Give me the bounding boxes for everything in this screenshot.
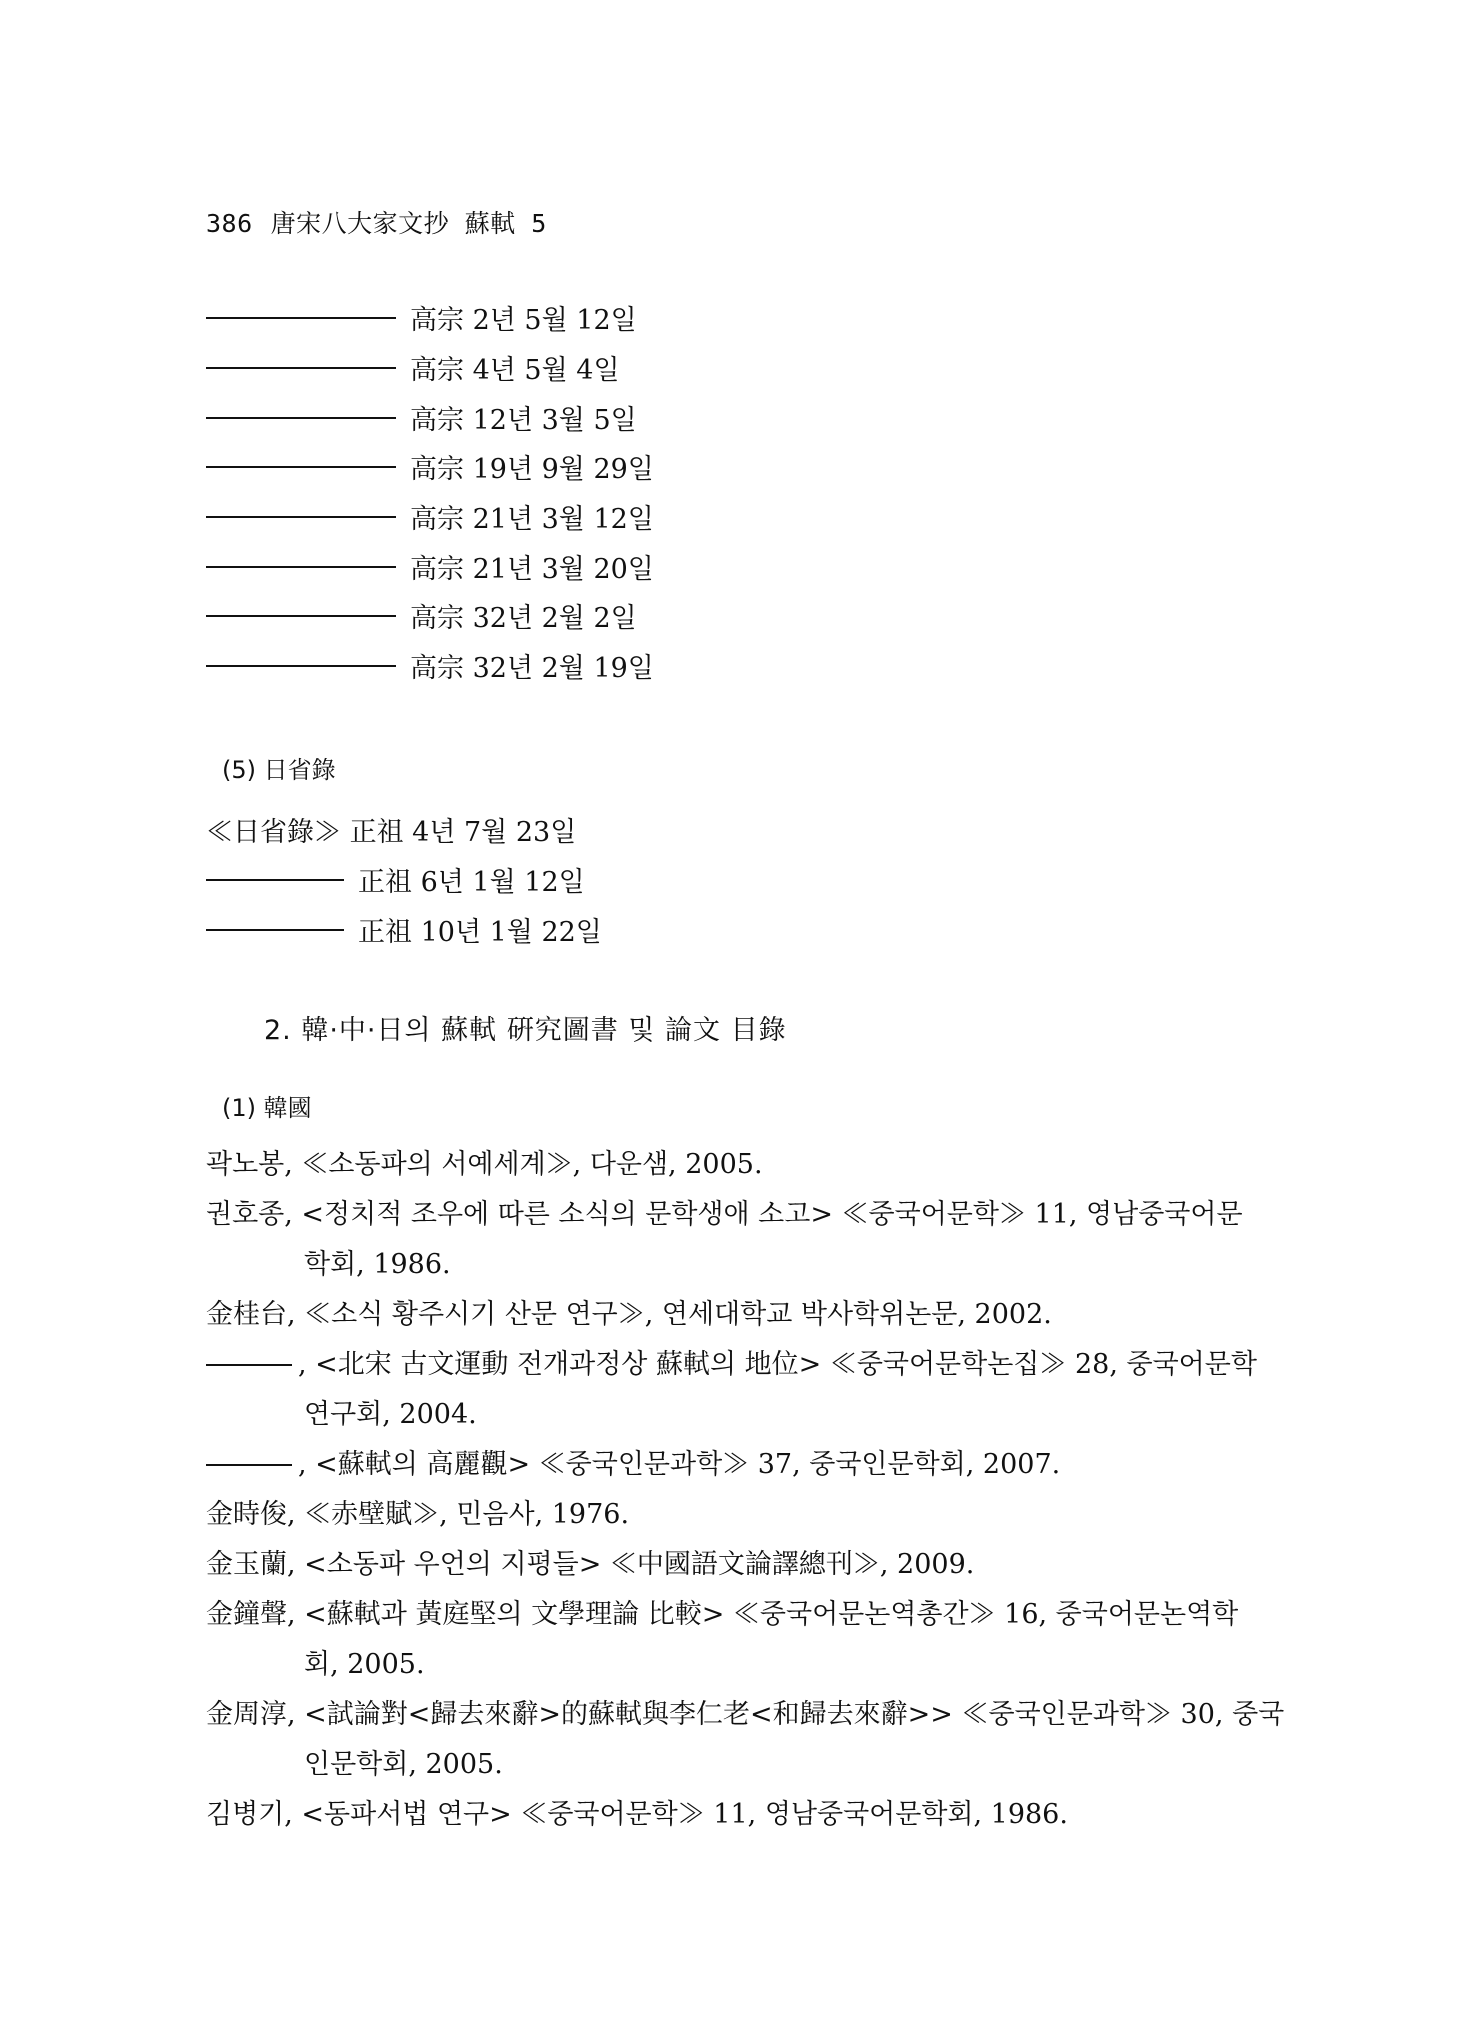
ditto-dash [206,516,396,518]
entry-first-line: 金鐘聲, <蘇軾과 黃庭堅의 文學理論 比較> ≪중국어문논역총간≫ 16, 중국어문논역학 [206,1599,1239,1630]
entry-first-line: 김병기, <동파서법 연구> ≪중국어문학≫ 11, 영남중국어문학회, 1986. [206,1799,1068,1830]
entry-text: 高宗 4년 5월 4일 [410,355,620,386]
entry-first-line: 金時俊, ≪赤壁賦≫, 민음사, 1976. [206,1499,630,1530]
gaozong-entry [206,646,654,685]
entry-text: ≪日省錄≫ 正祖 4년 7월 23일 [206,817,577,848]
bibliography-entry [206,1540,1286,1590]
header-title: 唐宋八大家文抄 蘇軾 5 [270,209,547,238]
entry-first-line: 金桂台, ≪소식 황주시기 산문 연구≫, 연세대학교 박사학위논문, 2002. [206,1299,1052,1330]
entry-text: , <北宋 古文運動 전개과정상 蘇軾의 地位> ≪중국어문학논집≫ 28, 중국어문학 [298,1349,1257,1380]
entry-first-line [206,1340,1286,1390]
entry-text: 高宗 21년 3월 12일 [410,504,654,535]
ditto-dash [206,1364,292,1366]
entry-text: , <蘇軾의 高麗觀> ≪중국인문과학≫ 37, 중국인문학회, 2007. [298,1449,1061,1480]
entry-text: 高宗 19년 9월 29일 [410,454,654,485]
section-5-heading: (5) 日省錄 [222,756,336,784]
bibliography-entry [206,1340,1286,1440]
ditto-dash [206,367,396,369]
ditto-dash [206,929,344,931]
bibliography-entry [206,1790,1286,1840]
gaozong-entry [206,398,637,437]
entry-text: 高宗 32년 2월 19일 [410,653,654,684]
ditto-dash [206,665,396,667]
entry-first-line: 金周淳, <試論對<歸去來辭>的蘇軾與李仁老<和歸去來辭>> ≪중국인문과학≫ 30, 중국 [206,1699,1285,1730]
ditto-dash [206,317,396,319]
entry-text: 高宗 2년 5월 12일 [410,305,637,336]
page-header [206,204,547,240]
ditto-dash [206,466,396,468]
entry-continuation: 회, 2005. [304,1649,425,1680]
bibliography-entry [206,1590,1286,1690]
gaozong-entry [206,547,654,586]
gaozong-entry [206,348,620,387]
bibliography-entry [206,1490,1286,1540]
ditto-dash [206,1464,292,1466]
bibliography-entry [206,1440,1286,1490]
page-number: 386 [206,209,253,238]
entry-text: 高宗 12년 3월 5일 [410,405,637,436]
ditto-dash [206,879,344,881]
bibliography-entry [206,1690,1286,1790]
bibliography-entry [206,1140,1286,1190]
entry-first-line: 권호종, <정치적 조우에 따른 소식의 문학생애 소고> ≪중국어문학≫ 11, 영남중국어문 [206,1199,1243,1230]
entry-continuation: 인문학회, 2005. [304,1749,503,1780]
bibliography-entry [206,1290,1286,1340]
ditto-dash [206,615,396,617]
bibliography-entry [206,1190,1286,1290]
ditto-dash [206,417,396,419]
entry-text: 高宗 32년 2월 2일 [410,603,637,634]
section-korea-heading: (1) 韓國 [222,1094,312,1122]
gaozong-entry [206,298,637,337]
section-2-heading: 2. 韓·中·日의 蘇軾 硏究圖書 및 論文 目錄 [264,1015,787,1046]
entry-first-line [206,1440,1286,1490]
entry-first-line: 金玉蘭, <소동파 우언의 지평들> ≪中國語文論譯總刊≫, 2009. [206,1549,975,1580]
ditto-dash [206,566,396,568]
entry-text: 正祖 6년 1월 12일 [358,867,585,898]
ilseongnok-entry [206,860,585,899]
entry-text: 正祖 10년 1월 22일 [358,917,602,948]
gaozong-entry [206,596,637,635]
entry-first-line: 곽노봉, ≪소동파의 서예세계≫, 다운샘, 2005. [206,1149,763,1180]
gaozong-entry [206,447,654,486]
ilseongnok-first-entry [206,810,576,849]
gaozong-entry [206,497,654,536]
entry-text: 高宗 21년 3월 20일 [410,554,654,585]
entry-continuation: 학회, 1986. [304,1249,451,1280]
ilseongnok-entry [206,910,602,949]
entry-continuation: 연구회, 2004. [304,1399,477,1430]
